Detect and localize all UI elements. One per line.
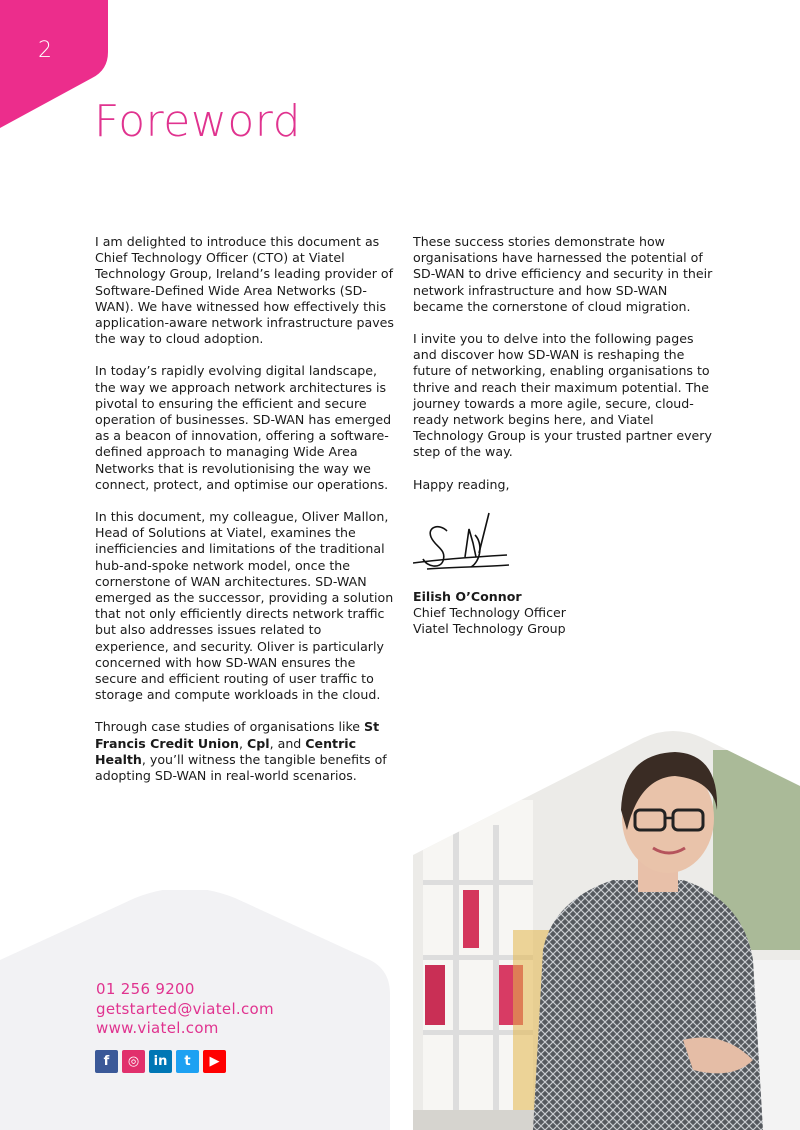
page-number: 2	[38, 38, 52, 63]
text-run: , you’ll witness the tangible benefits of adopting SD-WAN in real-world scenarios.	[95, 751, 387, 784]
signer-name: Eilish O’Connor	[413, 588, 522, 604]
org-name: Cpl	[247, 735, 270, 751]
paragraph: I am delighted to introduce this document as Chief Technology Officer (CTO) at Viatel Technology Group, Ireland’s leading provider of Software-Defined Wide Area Networks (SD-WAN). We have witnessed how effectively this application-aware network infrastructure paves the way to cloud adoption.	[95, 234, 394, 347]
org-name: St Francis Credit Union	[95, 719, 380, 751]
paragraph: In this document, my colleague, Oliver Mallon, Head of Solutions at Viatel, examines the inefficiencies and limitations of the traditional hub-and-spoke network model, once the cornerstone of WAN architectures. SD-WAN emerged as the successor, providing a solution that not only efficiently directs network traffic but also addresses issues related to experience, and security. Oliver is particularly concerned with how SD-WAN ensures the secure and efficient routing of user traffic to storage and compute workloads in the cloud.	[95, 509, 394, 703]
linkedin-icon[interactable]: in	[149, 1050, 172, 1073]
signature-block	[413, 509, 713, 638]
signer-title: Chief Technology Officer	[413, 605, 566, 621]
contact-info	[96, 980, 274, 1039]
text-run: Through case studies of organisations like	[95, 719, 365, 735]
facebook-icon[interactable]: f	[95, 1050, 118, 1073]
twitter-icon[interactable]: t	[176, 1050, 199, 1073]
handwritten-signature	[413, 509, 517, 579]
closing-line: Happy reading,	[413, 476, 510, 492]
right-column	[413, 234, 713, 637]
phone-number[interactable]: 01 256 9200	[96, 980, 195, 998]
instagram-icon[interactable]: ◎	[122, 1050, 145, 1073]
paragraph: These success stories demonstrate how organisations have harnessed the potential of SD-WAN to drive efficiency and security in their network infrastructure and how SD-WAN became the cornerstone of cloud migration.	[413, 234, 713, 314]
cto-portrait-photo	[413, 730, 800, 1130]
email-link[interactable]: getstarted@viatel.com	[96, 999, 274, 1018]
paragraph-case-studies	[95, 719, 395, 784]
left-column	[95, 234, 395, 800]
website-link[interactable]: www.viatel.com	[96, 1019, 219, 1037]
paragraph: In today’s rapidly evolving digital landscape, the way we approach network architectures is pivotal to ensuring the efficient and secure operation of businesses. SD-WAN has emerged as a beacon of innovation, offering a software-defined approach to managing Wide Area Networks that is revolutionising the way we connect, protect, and optimise our operations.	[95, 363, 392, 492]
youtube-icon[interactable]: ▶	[203, 1050, 226, 1073]
text-run: , and	[269, 735, 306, 751]
page-corner-tab	[0, 0, 108, 128]
social-icons	[95, 1050, 226, 1073]
signer-org: Viatel Technology Group	[413, 621, 566, 637]
text-run: ,	[239, 735, 248, 751]
paragraph: I invite you to delve into the following pages and discover how SD-WAN is reshaping the future of networking, enabling organisations to thrive and reach their maximum potential. The journey towards a more agile, secure, cloud-ready network begins here, and Viatel Technology Group is your trusted partner every step of the way.	[413, 331, 712, 460]
org-name: Centric Health	[95, 735, 357, 767]
page-title: Foreword	[94, 96, 302, 147]
